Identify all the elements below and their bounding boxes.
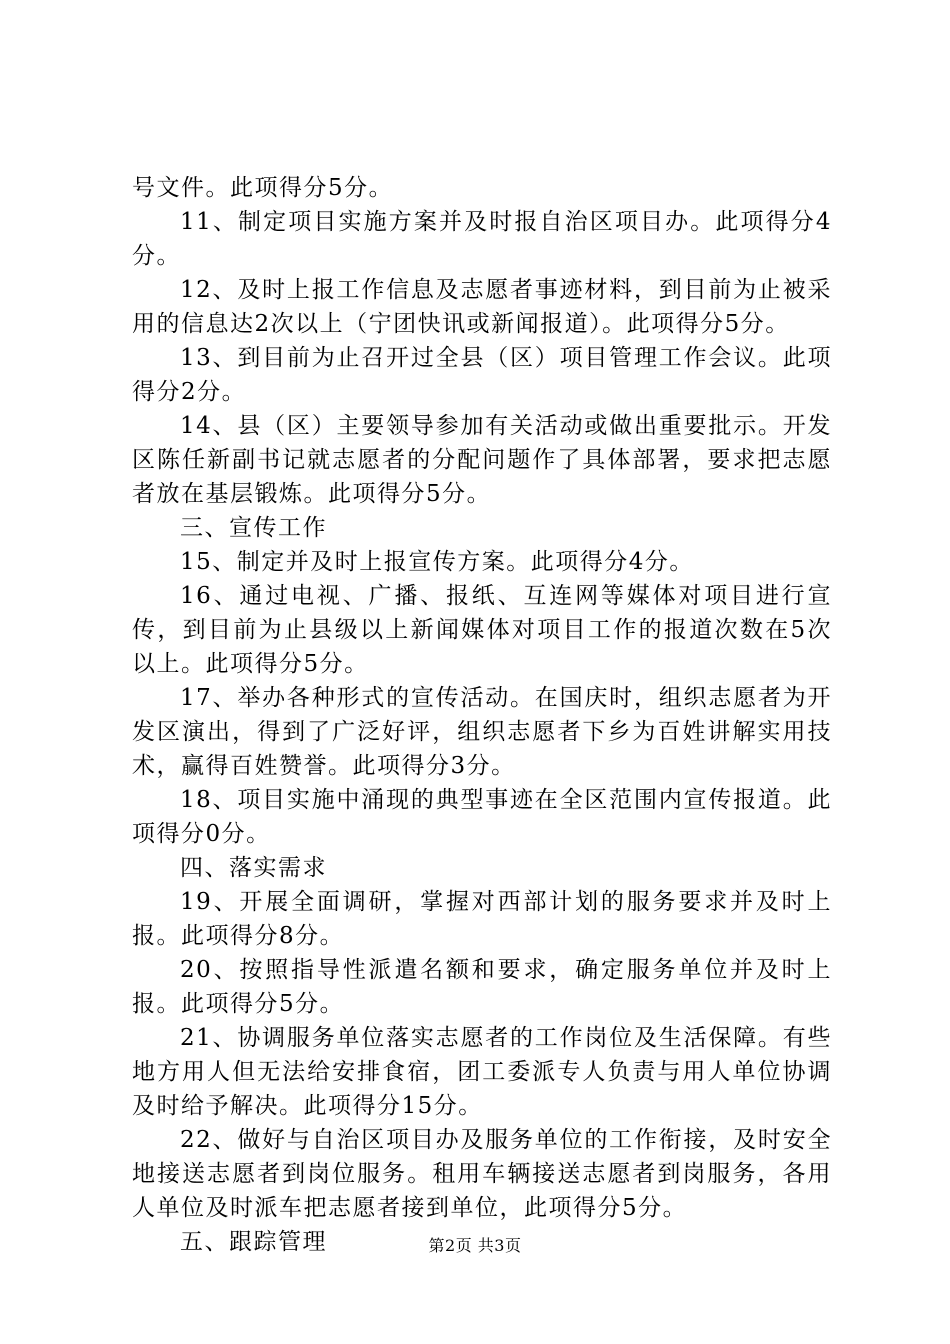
paragraph-8: 17、举办各种形式的宣传活动。在国庆时，组织志愿者为开发区演出，得到了广泛好评，组织志愿者下乡为百姓讲解实用技术，赢得百姓赞誉。此项得分3分。 [132,685,832,779]
section-heading-publicity: 三、宣传工作 [180,515,327,541]
paragraph-7: 16、通过电视、广播、报纸、互连网等媒体对项目进行宣传，到目前为止县级以上新闻媒体对项目工作的报道次数在5次以上。此项得分5分。 [132,583,832,677]
paragraph-0: 号文件。此项得分5分。 [132,175,394,201]
paragraph-14: 22、做好与自治区项目办及服务单位的工作衔接，及时安全地接送志愿者到岗位服务。租用车辆接送志愿者到岗服务，各用人单位及时派车把志愿者接到单位，此项得分5分。 [132,1127,832,1221]
paragraph-9: 18、项目实施中涌现的典型事迹在全区范围内宣传报道。此项得分0分。 [132,787,832,847]
paragraph-12: 20、按照指导性派遣名额和要求，确定服务单位并及时上报。此项得分5分。 [132,957,832,1017]
page-footer [0,1236,950,1256]
paragraph-11: 19、开展全面调研，掌握对西部计划的服务要求并及时上报。此项得分8分。 [132,889,832,949]
paragraph-6: 15、制定并及时上报宣传方案。此项得分4分。 [180,549,694,575]
section-heading-requirements: 四、落实需求 [180,855,327,881]
document-body [132,171,832,1259]
section-heading-tracking: 五、跟踪管理 [180,1229,327,1255]
paragraph-13: 21、协调服务单位落实志愿者的工作岗位及生活保障。有些地方用人但无法给安排食宿，团工委派专人负责与用人单位协调及时给予解决。此项得分15分。 [132,1025,832,1119]
paragraph-2: 12、及时上报工作信息及志愿者事迹材料，到目前为止被采用的信息达2次以上（宁团快讯或新闻报道）。此项得分5分。 [132,277,832,337]
paragraph-3: 13、到目前为止召开过全县（区）项目管理工作会议。此项得分2分。 [132,345,832,405]
paragraph-4: 14、县（区）主要领导参加有关活动或做出重要批示。开发区陈任新副书记就志愿者的分配问题作了具体部署，要求把志愿者放在基层锻炼。此项得分5分。 [132,413,832,507]
paragraph-1: 11、制定项目实施方案并及时报自治区项目办。此项得分4分。 [132,209,832,269]
page-number-label: 第2页 共3页 [428,1236,522,1255]
